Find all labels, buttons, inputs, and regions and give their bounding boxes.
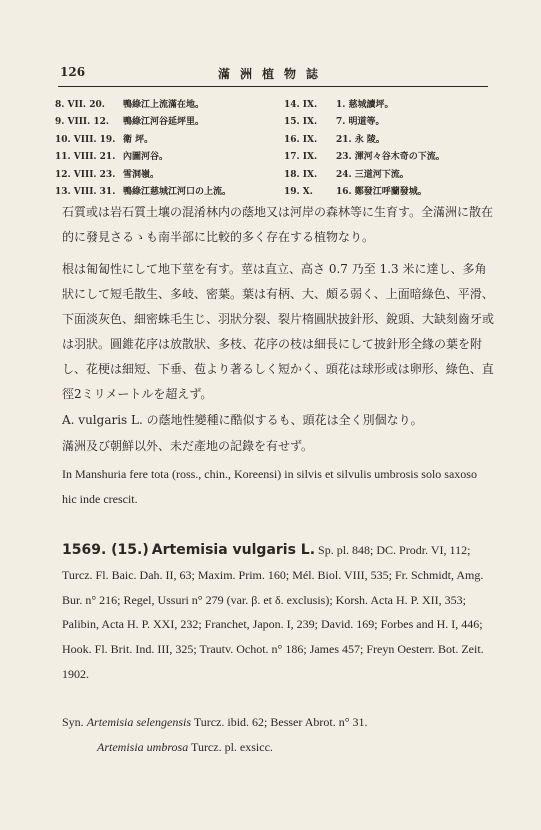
specimen-date: 13. VIII. 31. — [55, 186, 116, 197]
synonym-line-2 — [97, 735, 517, 759]
synonym-name: Artemisia selengensis — [86, 715, 192, 729]
comparison-note: A. vulgaris L. の蔭地性變種に酷似するも、頭花は全く別個なり。 — [62, 413, 423, 427]
synonym-label: Syn. — [62, 715, 84, 729]
specimen-place: 21. 永 陵。 — [336, 134, 385, 145]
specimen-date: 19. X. — [284, 186, 313, 197]
specimen-date: 16. IX. — [284, 134, 318, 145]
specimen-row — [284, 97, 499, 114]
specimen-place: 23. 渾河々谷木奇の下流。 — [336, 152, 445, 163]
specimen-place: 雪洞嶺。 — [123, 169, 160, 180]
specimen-date: 11. VIII. 21. — [55, 152, 116, 163]
synonym-line-1 — [62, 710, 482, 734]
synonym-reference: Turcz. ibid. 62; Besser Abrot. n° 31. — [193, 715, 368, 729]
specimen-row — [55, 184, 280, 201]
page-number: 126 — [60, 65, 86, 79]
specimen-place: 內圖河谷。 — [123, 152, 169, 163]
specimen-date: 14. IX. — [284, 100, 318, 110]
specimen-place: 7. 明道等。 — [336, 117, 385, 128]
description-paragraph: 根は匍匐性にして地下莖を有す。莖は直立、高さ 0.7 乃至 1.3 米に達し、多角狀にして短毛散生、多岐、密葉。葉は有柄、大、頗る弱く、上面暗綠色、平滑、下面淡灰色、細密蛛毛生じ、羽狀分裂、裂片楕圓狀披針形、銳頭、大缺刻齒牙或は羽狀。圓錐花序は放散狀、多枝、花序の枝は細長にして披針形全緣の葉を附し、花梗は細短、下垂、苞より著るしく短かく、頭花は球形或は卵形、綠色、直徑2ミリメートルを超えず。 — [62, 262, 495, 401]
page-header — [58, 64, 488, 87]
specimen-row — [55, 167, 280, 184]
species-number: 1569. (15.) — [62, 542, 149, 558]
specimen-date: 15. IX. — [284, 117, 318, 128]
synonym-name: Artemisia umbrosa — [97, 740, 189, 754]
specimen-row — [284, 132, 499, 149]
specimen-row — [284, 114, 499, 131]
species-entry — [62, 538, 500, 687]
specimen-place: 1. 慈城讀坪。 — [336, 100, 394, 110]
specimen-place: 鴨綠江慈城江河口の上流。 — [123, 186, 232, 197]
specimen-row — [55, 149, 280, 166]
specimen-place: 鴨綠江河谷延坪里。 — [123, 117, 205, 128]
synonym-reference: Turcz. pl. exsicc. — [191, 740, 273, 754]
specimen-date: 10. VIII. 19. — [55, 134, 116, 145]
habitat-paragraph: 石質或は岩石質土壤の混淆林内の蔭地又は河岸の森林等に生育す。全滿洲に散在的に發見さるゝも南半部に比較的多く存在する植物なり。 — [62, 205, 494, 244]
latin-distribution: In Manshuria fere tota (ross., chin., Koreensi) in silvis et silvulis umbrosis solo saxoso hic inde crescit. — [62, 467, 477, 506]
specimen-place: 鴨綠江上流滿在地。 — [123, 100, 205, 110]
specimen-row — [284, 149, 499, 166]
species-name: Artemisia vulgaris L. — [151, 542, 316, 558]
specimen-place: 24. 三道河下流。 — [336, 169, 409, 180]
specimen-column-right — [284, 97, 499, 201]
specimen-row — [55, 114, 280, 131]
specimen-place: 衛 坪。 — [123, 134, 154, 145]
distribution-note: 滿洲及び朝鮮以外、未だ產地の記錄を有せず。 — [62, 439, 314, 453]
specimen-date: 9. VIII. 12. — [55, 117, 110, 128]
specimen-column-left — [55, 97, 280, 201]
specimen-date: 17. IX. — [284, 152, 318, 163]
specimen-date: 12. VIII. 23. — [55, 169, 116, 180]
specimen-date: 8. VII. 20. — [55, 100, 105, 110]
specimen-row — [284, 167, 499, 184]
specimen-row — [55, 132, 280, 149]
specimen-place: 16. 鄭發江呼蘭發城。 — [336, 186, 427, 197]
specimen-date: 18. IX. — [284, 169, 318, 180]
specimen-row — [55, 97, 280, 114]
species-citation: Sp. pl. 848; DC. Prodr. VI, 112; Turcz. Fl. Baic. Dah. II, 63; Maxim. Prim. 160; Mél. Biol. VIII, 535; Fr. Schmidt, Amg. Bur. n° 216; Regel, Ussuri n° 279 (var. β. et δ. exclusis); Korsh. Acta H. P. XII, 353; Palibin, Acta H. P. XXI, 232; Franchet, Japon. I, 239; David. 169; Forbes and H. I, 446; Hook. Fl. Brit. Ind. III, 325; Trautv. Ochot. n° 186; James 457; Freyn Oesterr. Bot. Zeit. 1902. — [62, 543, 484, 681]
specimen-row — [284, 184, 499, 201]
running-title: 滿洲植物誌 — [217, 67, 328, 81]
